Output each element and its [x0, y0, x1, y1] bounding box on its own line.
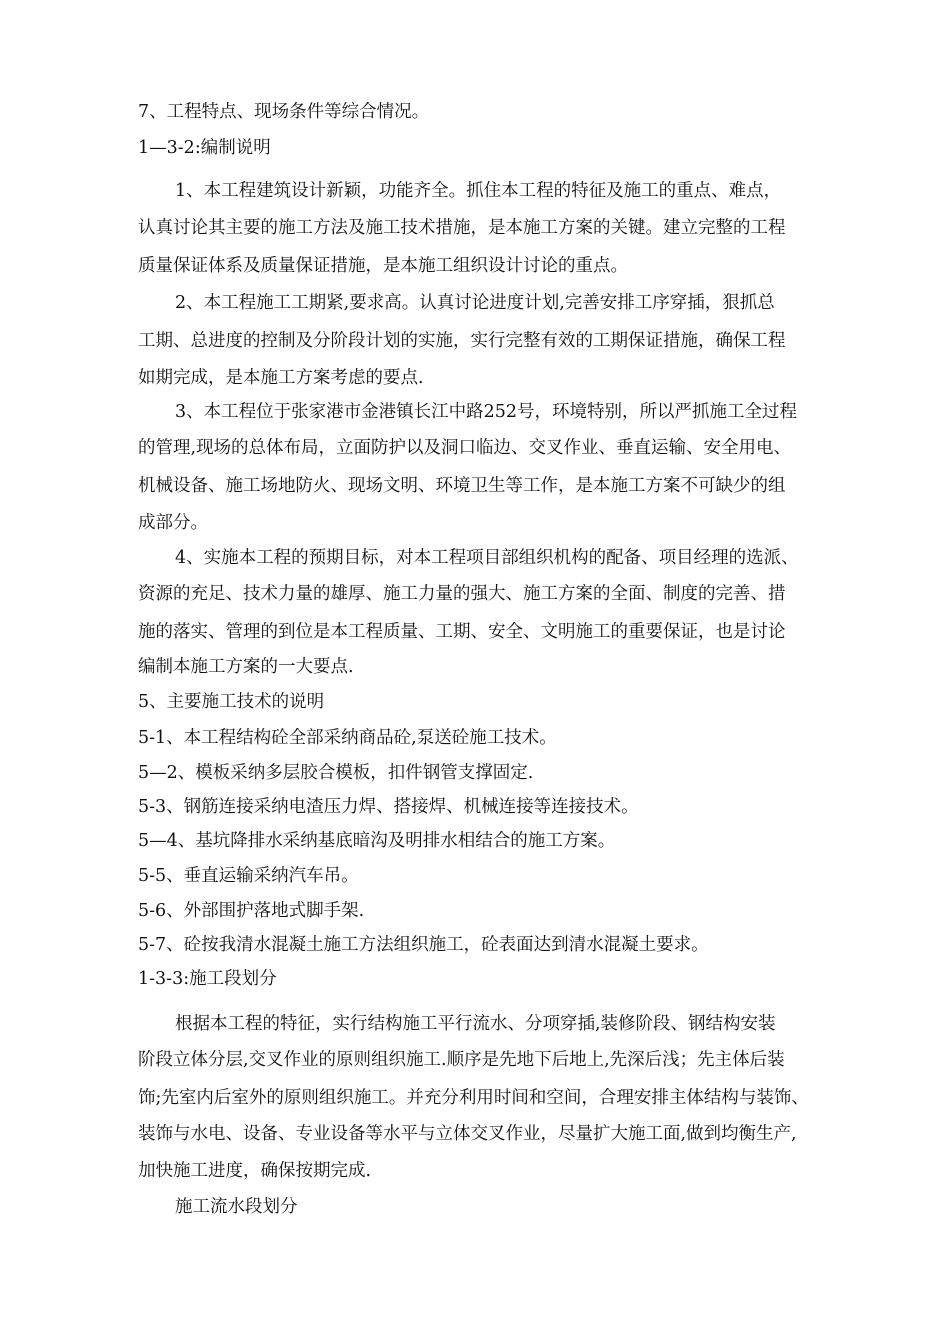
heading-1-3-3: 1-3-3:施工段划分: [138, 969, 277, 989]
para4-line: 施的落实、管理的到位是本工程质量、工期、安全、文明施工的重要保证，也是讨论: [138, 622, 786, 642]
item-7: 7、工程特点、现场条件等综合情况。: [138, 102, 430, 122]
para3-line: 3、本工程位于张家港市金港镇长江中路252号，环境特别，所以严抓施工全过程: [175, 402, 798, 422]
para1-line: 认真讨论其主要的施工方法及施工技术措施，是本施工方案的关键。建立完整的工程: [138, 218, 786, 238]
tech-item: 5—2、模板采纳多层胶合模板，扣件钢管支撑固定.: [138, 763, 534, 783]
tech-item: 5-3、钢筋连接采纳电渣压力焊、搭接焊、机械连接等连接技术。: [138, 797, 639, 817]
para3-line: 成部分。: [138, 513, 208, 533]
subheading-flow-sections: 施工流水段划分: [175, 1197, 298, 1217]
para4-line: 编制本施工方案的一大要点.: [138, 657, 354, 677]
para5-line: 根据本工程的特征，实行结构施工平行流水、分项穿插,装修阶段、钢结构安装: [175, 1014, 776, 1034]
para2-line: 如期完成，是本施工方案考虑的要点.: [138, 368, 424, 388]
heading-1-3-2: 1—3-2:编制说明: [138, 138, 271, 158]
para2-line: 工期、总进度的控制及分阶段计划的实施，实行完整有效的工期保证措施，确保工程: [138, 331, 786, 351]
tech-heading: 5、主要施工技术的说明: [138, 692, 325, 712]
para5-line: 饰;先室内后室外的原则组织施工。并充分利用时间和空间，合理安排主体结构与装饰、: [138, 1088, 809, 1108]
para3-line: 机械设备、施工场地防火、现场文明、环境卫生等工作，是本施工方案不可缺少的组: [138, 476, 786, 496]
para1-line: 质量保证体系及质量保证措施，是本施工组织设计讨论的重点。: [138, 256, 628, 276]
para5-line: 装饰与水电、设备、专业设备等水平与立体交叉作业，尽量扩大施工面,做到均衡生产,: [138, 1124, 797, 1144]
para1-line: 1、本工程建筑设计新颖，功能齐全。抓住本工程的特征及施工的重点、难点，: [175, 181, 782, 201]
tech-item: 5—4、基坑降排水采纳基底暗沟及明排水相结合的施工方案。: [138, 831, 616, 851]
para5-line: 阶段立体分层,交叉作业的原则组织施工.顺序是先地下后地上,先深后浅；先主体后装: [138, 1050, 785, 1070]
para4-line: 4、实施本工程的预期目标，对本工程项目部组织机构的配备、项目经理的选派、: [175, 548, 799, 568]
para3-line: 的管理,现场的总体布局，立面防护以及洞口临边、交叉作业、垂直运输、安全用电、: [138, 438, 792, 458]
tech-item: 5-6、外部围护落地式脚手架.: [138, 901, 365, 921]
tech-item: 5-7、砼按我清水混凝土施工方法组织施工，砼表面达到清水混凝土要求。: [138, 935, 709, 955]
tech-item: 5-5、垂直运输采纳汽车吊。: [138, 866, 359, 886]
tech-item: 5-1、本工程结构砼全部采纳商品砼,泵送砼施工技术。: [138, 728, 557, 748]
para5-line: 加快施工进度，确保按期完成.: [138, 1161, 372, 1181]
para4-line: 资源的充足、技术力量的雄厚、施工力量的强大、施工方案的全面、制度的完善、措: [138, 584, 786, 604]
para2-line: 2、本工程施工工期紧,要求高。认真讨论进度计划,完善安排工序穿插，狠抓总: [175, 293, 775, 313]
